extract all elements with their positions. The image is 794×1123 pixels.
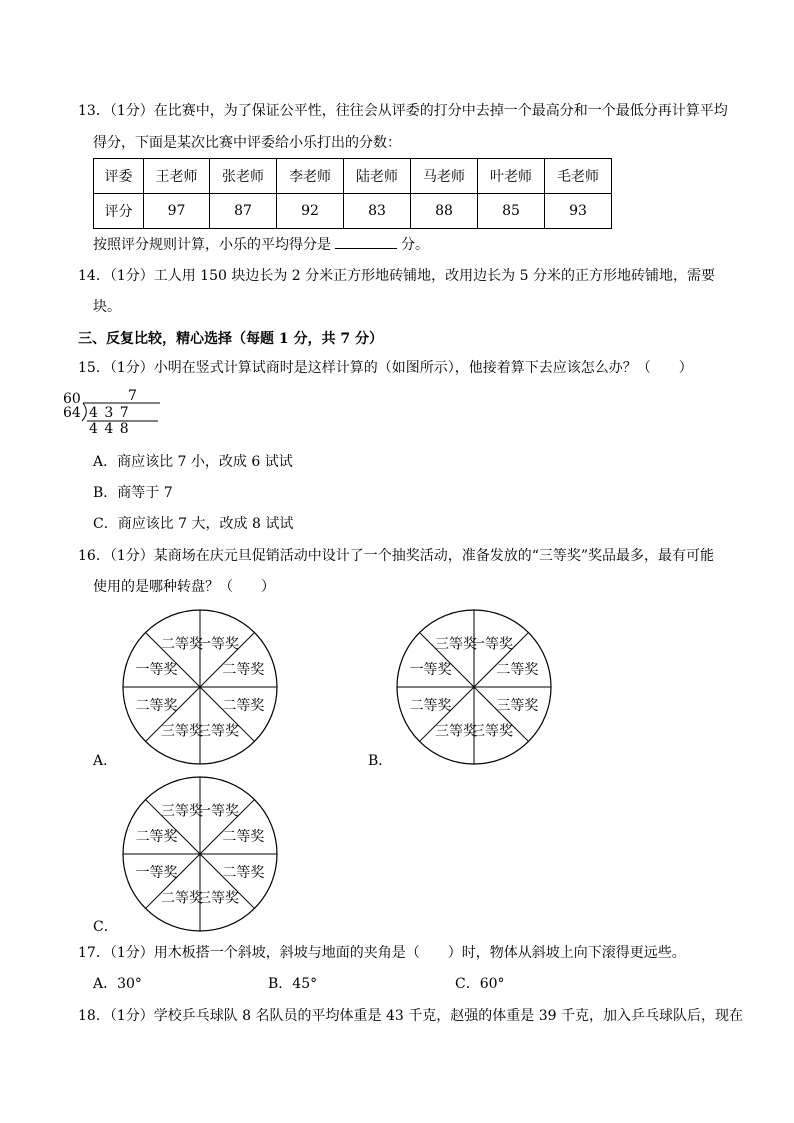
score-cell: 92 bbox=[277, 194, 344, 229]
table-row-label: 评分 bbox=[94, 194, 144, 229]
q13-tail-before: 按照评分规则计算，小乐的平均得分是 bbox=[93, 237, 331, 253]
q13-line2: 得分，下面是某次比赛中评委给小乐打出的分数： bbox=[93, 135, 401, 151]
sector-label: 三等奖 bbox=[496, 697, 539, 714]
sector-label: 二等奖 bbox=[496, 662, 539, 679]
q16-line1: 16．（1分）某商场在庆元旦促销活动中设计了一个抽奖活动，准备发放的“三等奖”奖品最多，最有可能 bbox=[78, 548, 715, 564]
quotient: 7 bbox=[128, 388, 137, 404]
approx-divisor: 60 bbox=[63, 391, 81, 407]
sector-label: 一等奖 bbox=[196, 636, 239, 653]
divisor: 64 bbox=[63, 405, 81, 421]
sector-label: 三等奖 bbox=[435, 723, 478, 740]
sector-label: 二等奖 bbox=[135, 697, 178, 714]
q13-tail-after: 分。 bbox=[401, 237, 429, 253]
sector-label: 二等奖 bbox=[135, 829, 178, 846]
sector-label: 一等奖 bbox=[135, 864, 178, 881]
q16-line2: 使用的是哪种转盘？（ ） bbox=[93, 579, 275, 595]
sector-label: 一等奖 bbox=[470, 636, 513, 653]
q15-line1: 15．（1分）小明在竖式计算试商时是这样计算的（如图所示），他接着算下去应该怎么办？（ ） bbox=[78, 360, 693, 376]
judge-cell: 毛老师 bbox=[545, 159, 612, 194]
q14-line1: 14．（1分）工人用 150 块边长为 2 分米正方形地砖铺地，改用边长为 5 分米的正方形地砖铺地，需要 bbox=[78, 268, 715, 284]
sector-label: 三等奖 bbox=[196, 890, 239, 907]
q15-option-b[interactable]: B．商等于 7 bbox=[93, 485, 173, 501]
table-row bbox=[94, 194, 612, 229]
sector-label: 二等奖 bbox=[161, 636, 204, 653]
q13-answer-line bbox=[93, 234, 429, 255]
sector-label: 二等奖 bbox=[409, 697, 452, 714]
judge-cell: 陆老师 bbox=[344, 159, 411, 194]
sector-label: 二等奖 bbox=[161, 890, 204, 907]
sector-label: 三等奖 bbox=[470, 723, 513, 740]
wheel-option-c[interactable]: C． bbox=[93, 919, 118, 935]
division-bracket bbox=[63, 388, 173, 438]
sector-label: 三等奖 bbox=[161, 803, 204, 820]
product: 4 4 8 bbox=[89, 421, 130, 437]
table-row-label: 评委 bbox=[94, 159, 144, 194]
score-cell: 83 bbox=[344, 194, 411, 229]
wheel-option-b[interactable]: B． bbox=[368, 753, 393, 769]
q17-option-b[interactable]: B．45° bbox=[268, 976, 318, 992]
long-division bbox=[63, 388, 173, 438]
sector-label: 一等奖 bbox=[409, 662, 452, 679]
q17-option-a[interactable]: A．30° bbox=[93, 976, 142, 992]
table-row bbox=[94, 159, 612, 194]
section-heading: 三、反复比较，精心选择（每题 1 分，共 7 分） bbox=[78, 331, 383, 347]
sector-label: 二等奖 bbox=[222, 864, 265, 881]
judge-cell: 叶老师 bbox=[478, 159, 545, 194]
sector-label: 二等奖 bbox=[222, 662, 265, 679]
score-cell: 97 bbox=[144, 194, 210, 229]
q17-line1: 17．（1分）用木板搭一个斜坡，斜坡与地面的夹角是（ ）时，物体从斜坡上向下滚得更远些。 bbox=[78, 945, 686, 961]
judge-cell: 张老师 bbox=[210, 159, 277, 194]
spinner-wheel-c bbox=[120, 774, 280, 934]
score-cell: 93 bbox=[545, 194, 612, 229]
score-cell: 85 bbox=[478, 194, 545, 229]
judge-cell: 王老师 bbox=[144, 159, 210, 194]
score-cell: 88 bbox=[411, 194, 478, 229]
q15-option-a[interactable]: A．商应该比 7 小，改成 6 试试 bbox=[93, 454, 293, 470]
judge-cell: 马老师 bbox=[411, 159, 478, 194]
sector-label: 二等奖 bbox=[222, 829, 265, 846]
sector-label: 三等奖 bbox=[196, 723, 239, 740]
score-cell: 87 bbox=[210, 194, 277, 229]
answer-blank[interactable] bbox=[335, 234, 397, 249]
sector-label: 三等奖 bbox=[161, 723, 204, 740]
sector-label: 一等奖 bbox=[135, 662, 178, 679]
sector-label: 三等奖 bbox=[435, 636, 478, 653]
spinner-wheel-a bbox=[120, 607, 280, 767]
q14-line2: 块。 bbox=[93, 299, 121, 315]
q15-option-c[interactable]: C．商应该比 7 大，改成 8 试试 bbox=[93, 516, 294, 532]
wheel-option-a[interactable]: A． bbox=[93, 753, 118, 769]
dividend: 4 3 7 bbox=[89, 405, 130, 421]
sector-label: 二等奖 bbox=[222, 697, 265, 714]
q18-line1: 18．（1分）学校乒乓球队 8 名队员的平均体重是 43 千克，赵强的体重是 39 千克，加入乒乓球队后，现在 bbox=[78, 1008, 743, 1024]
spinner-wheel-b bbox=[394, 607, 554, 767]
judge-cell: 李老师 bbox=[277, 159, 344, 194]
score-table bbox=[93, 158, 612, 229]
q13-line1: 13．（1分）在比赛中，为了保证公平性，往往会从评委的打分中去掉一个最高分和一个最低分再计算平均 bbox=[78, 103, 728, 119]
q17-option-c[interactable]: C．60° bbox=[455, 976, 505, 992]
sector-label: 一等奖 bbox=[196, 803, 239, 820]
